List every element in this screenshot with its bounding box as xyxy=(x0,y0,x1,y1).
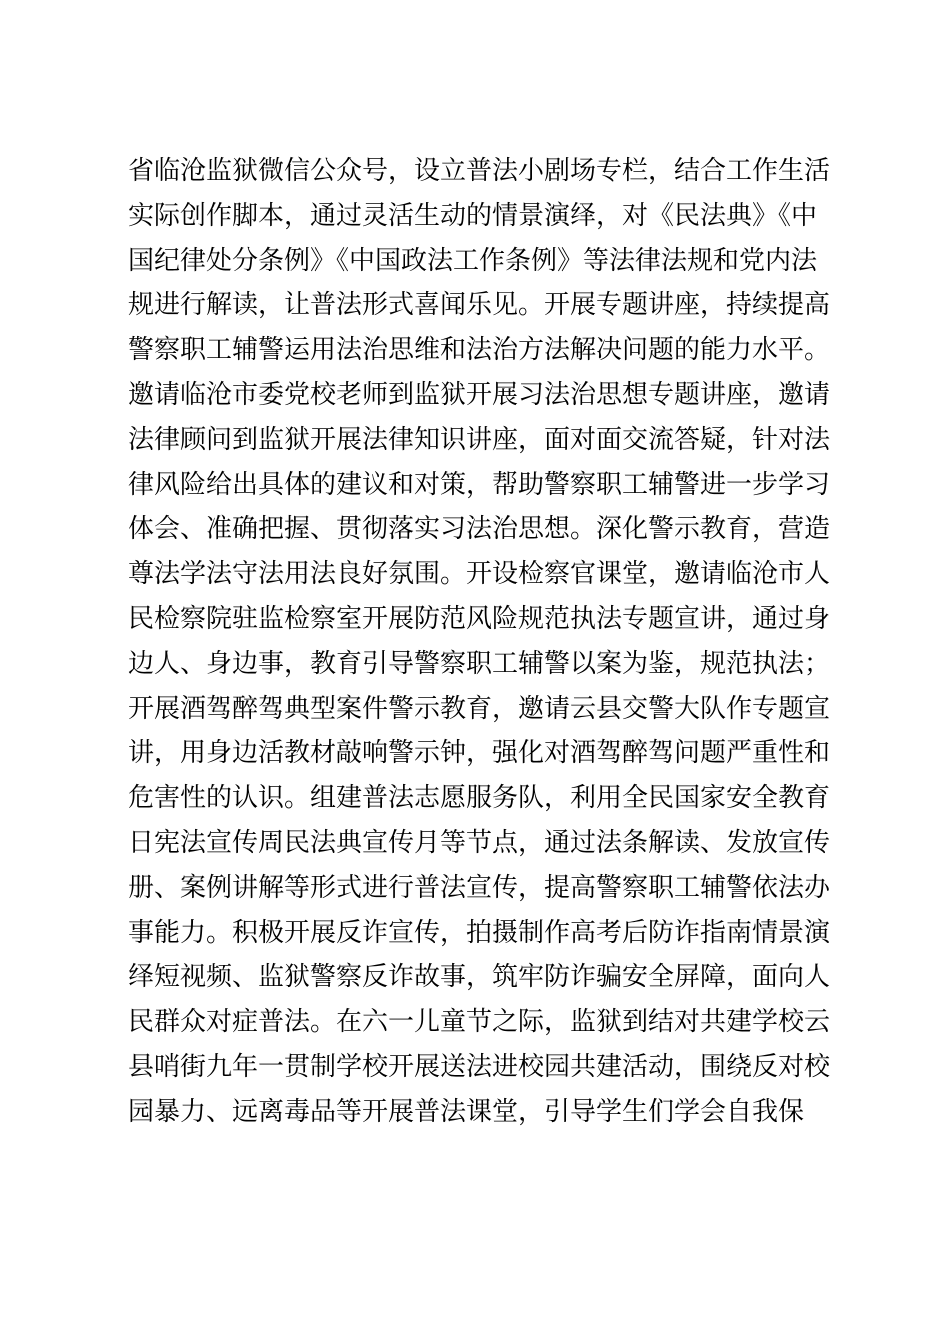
text-line: 体会、准确把握、贯彻落实习法治思想。深化警示教育，营造 xyxy=(128,514,831,545)
text-line: 事能力。积极开展反诈宣传，拍摄制作高考后防诈指南情景演 xyxy=(128,917,831,948)
text-line: 开展酒驾醉驾典型案件警示教育，邀请云县交警大队作专题宣 xyxy=(128,693,831,724)
text-line: 律风险给出具体的建议和对策，帮助警察职工辅警进一步学习 xyxy=(128,469,831,500)
text-line: 县哨街九年一贯制学校开展送法进校园共建活动，围绕反对校 xyxy=(128,1051,831,1082)
text-line: 规进行解读，让普法形式喜闻乐见。开展专题讲座，持续提高 xyxy=(128,290,831,321)
text-line: 日宪法宣传周民法典宣传月等节点，通过法条解读、发放宣传 xyxy=(128,827,831,858)
text-line: 尊法学法守法用法良好氛围。开设检察官课堂，邀请临沧市人 xyxy=(128,559,831,590)
text-line: 邀请临沧市委党校老师到监狱开展习法治思想专题讲座，邀请 xyxy=(128,379,831,410)
text-line: 法律顾问到监狱开展法律知识讲座，面对面交流答疑，针对法 xyxy=(128,424,831,455)
text-line: 危害性的认识。组建普法志愿服务队，利用全民国家安全教育 xyxy=(128,783,831,814)
text-line: 园暴力、远离毒品等开展普法课堂，引导学生们学会自我保 xyxy=(128,1096,805,1127)
text-line: 国纪律处分条例》《中国政法工作条例》等法律法规和党内法 xyxy=(128,245,818,276)
body-text xyxy=(128,149,838,1135)
text-line: 册、案例讲解等形式进行普法宣传，提高警察职工辅警依法办 xyxy=(128,872,831,903)
text-line: 实际创作脚本，通过灵活生动的情景演绎，对《民法典》《中 xyxy=(128,200,818,231)
text-line: 省临沧监狱微信公众号，设立普法小剧场专栏，结合工作生活 xyxy=(128,156,831,186)
text-line: 边人、身边事，教育引导警察职工辅警以案为鉴，规范执法； xyxy=(128,648,831,679)
text-line: 绎短视频、监狱警察反诈故事，筑牢防诈骗安全屏障，面向人 xyxy=(128,962,831,993)
text-line: 民群众对症普法。在六一儿童节之际，监狱到结对共建学校云 xyxy=(128,1007,831,1038)
text-line: 讲，用身边活教材敲响警示钟，强化对酒驾醉驾问题严重性和 xyxy=(128,738,831,769)
text-line: 民检察院驻监检察室开展防范风险规范执法专题宣讲，通过身 xyxy=(128,603,831,634)
text-line: 警察职工辅警运用法治思维和法治方法解决问题的能力水平。 xyxy=(128,335,831,366)
